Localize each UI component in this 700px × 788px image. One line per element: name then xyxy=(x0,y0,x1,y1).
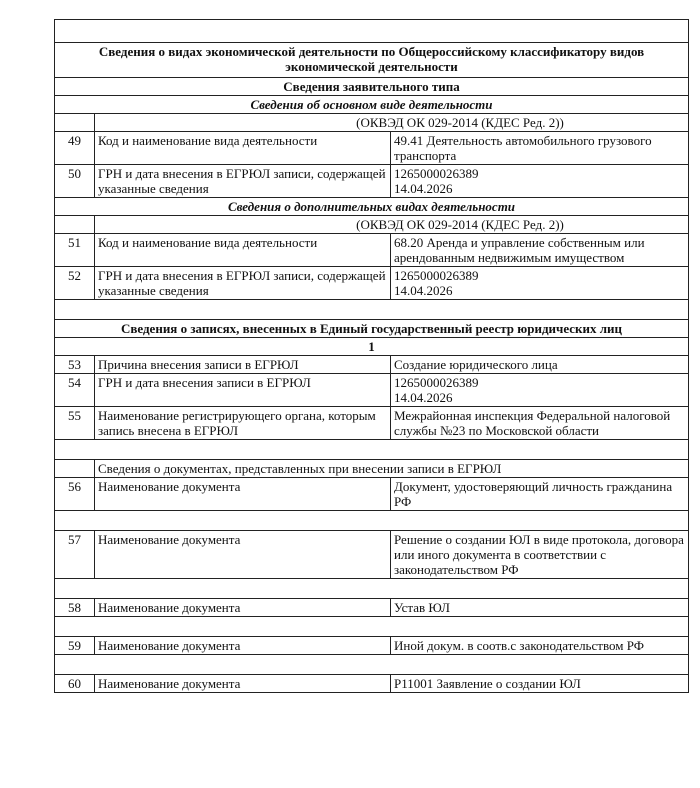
records-header-row xyxy=(55,320,689,338)
empty-row xyxy=(55,617,689,637)
record-number: 1 xyxy=(55,338,689,356)
documents-header: Сведения о документах, представленных при внесении записи в ЕГРЮЛ xyxy=(95,460,689,478)
row-value: Р11001 Заявление о создании ЮЛ xyxy=(391,675,689,693)
record-number-row xyxy=(55,338,689,356)
egrul-table xyxy=(54,19,689,693)
empty-row xyxy=(55,20,689,43)
row-label: Наименование документа xyxy=(95,478,391,511)
row-label: Причина внесения записи в ЕГРЮЛ xyxy=(95,356,391,374)
table-row xyxy=(55,267,689,300)
row-label: Код и наименование вида деятельности xyxy=(95,234,391,267)
okved-version-row xyxy=(55,216,689,234)
row-number: 51 xyxy=(55,234,95,267)
table-row xyxy=(55,374,689,407)
row-number: 57 xyxy=(55,531,95,579)
row-value: 49.41 Деятельность автомобильного грузового транспорта xyxy=(391,132,689,165)
table-row xyxy=(55,637,689,655)
empty-row xyxy=(55,655,689,675)
documents-header-row xyxy=(55,460,689,478)
table-row xyxy=(55,234,689,267)
row-value: 1265000026389 14.04.2026 xyxy=(391,267,689,300)
table-row xyxy=(55,599,689,617)
row-value: Устав ЮЛ xyxy=(391,599,689,617)
section-header: Сведения о видах экономической деятельности по Общероссийскому классификатору видов экономической деятельности xyxy=(55,43,689,78)
row-number: 52 xyxy=(55,267,95,300)
table-row xyxy=(55,356,689,374)
row-number: 55 xyxy=(55,407,95,440)
okved-version: (ОКВЭД ОК 029-2014 (КДЕС Ред. 2)) xyxy=(95,216,689,234)
row-number: 58 xyxy=(55,599,95,617)
additional-activity-header: Сведения о дополнительных видах деятельности xyxy=(55,198,689,216)
empty-row xyxy=(55,300,689,320)
additional-activity-header-row xyxy=(55,198,689,216)
row-value: Создание юридического лица xyxy=(391,356,689,374)
row-value: Решение о создании ЮЛ в виде протокола, договора или иного документа в соответствии с законодательством РФ xyxy=(391,531,689,579)
main-activity-header-row xyxy=(55,96,689,114)
empty-row xyxy=(55,511,689,531)
row-label: ГРН и дата внесения записи в ЕГРЮЛ xyxy=(95,374,391,407)
row-label: ГРН и дата внесения в ЕГРЮЛ записи, содержащей указанные сведения xyxy=(95,267,391,300)
row-number: 59 xyxy=(55,637,95,655)
table-row xyxy=(55,531,689,579)
okved-version: (ОКВЭД ОК 029-2014 (КДЕС Ред. 2)) xyxy=(95,114,689,132)
records-header: Сведения о записях, внесенных в Единый государственный реестр юридических лиц xyxy=(55,320,689,338)
table-row xyxy=(55,132,689,165)
main-activity-header: Сведения об основном виде деятельности xyxy=(55,96,689,114)
row-number: 49 xyxy=(55,132,95,165)
row-value: 68.20 Аренда и управление собственным или арендованным недвижимым имуществом xyxy=(391,234,689,267)
empty-row xyxy=(55,440,689,460)
row-label: ГРН и дата внесения в ЕГРЮЛ записи, содержащей указанные сведения xyxy=(95,165,391,198)
row-number: 53 xyxy=(55,356,95,374)
row-number: 60 xyxy=(55,675,95,693)
row-value: Иной докум. в соотв.с законодательством РФ xyxy=(391,637,689,655)
egrul-extract-document xyxy=(54,19,688,693)
row-label: Наименование документа xyxy=(95,675,391,693)
section-header-row xyxy=(55,43,689,78)
row-label: Наименование документа xyxy=(95,637,391,655)
row-value: Межрайонная инспекция Федеральной налоговой службы №23 по Московской области xyxy=(391,407,689,440)
applicant-type-row xyxy=(55,78,689,96)
row-value: Документ, удостоверяющий личность гражданина РФ xyxy=(391,478,689,511)
row-number: 50 xyxy=(55,165,95,198)
okved-version-row xyxy=(55,114,689,132)
row-label: Наименование документа xyxy=(95,531,391,579)
applicant-type-header: Сведения заявительного типа xyxy=(55,78,689,96)
empty-row xyxy=(55,579,689,599)
row-value: 1265000026389 14.04.2026 xyxy=(391,374,689,407)
row-number: 56 xyxy=(55,478,95,511)
row-label: Наименование регистрирующего органа, которым запись внесена в ЕГРЮЛ xyxy=(95,407,391,440)
row-value: 1265000026389 14.04.2026 xyxy=(391,165,689,198)
table-row xyxy=(55,165,689,198)
table-row xyxy=(55,675,689,693)
row-label: Наименование документа xyxy=(95,599,391,617)
row-number: 54 xyxy=(55,374,95,407)
table-row xyxy=(55,407,689,440)
row-label: Код и наименование вида деятельности xyxy=(95,132,391,165)
table-row xyxy=(55,478,689,511)
